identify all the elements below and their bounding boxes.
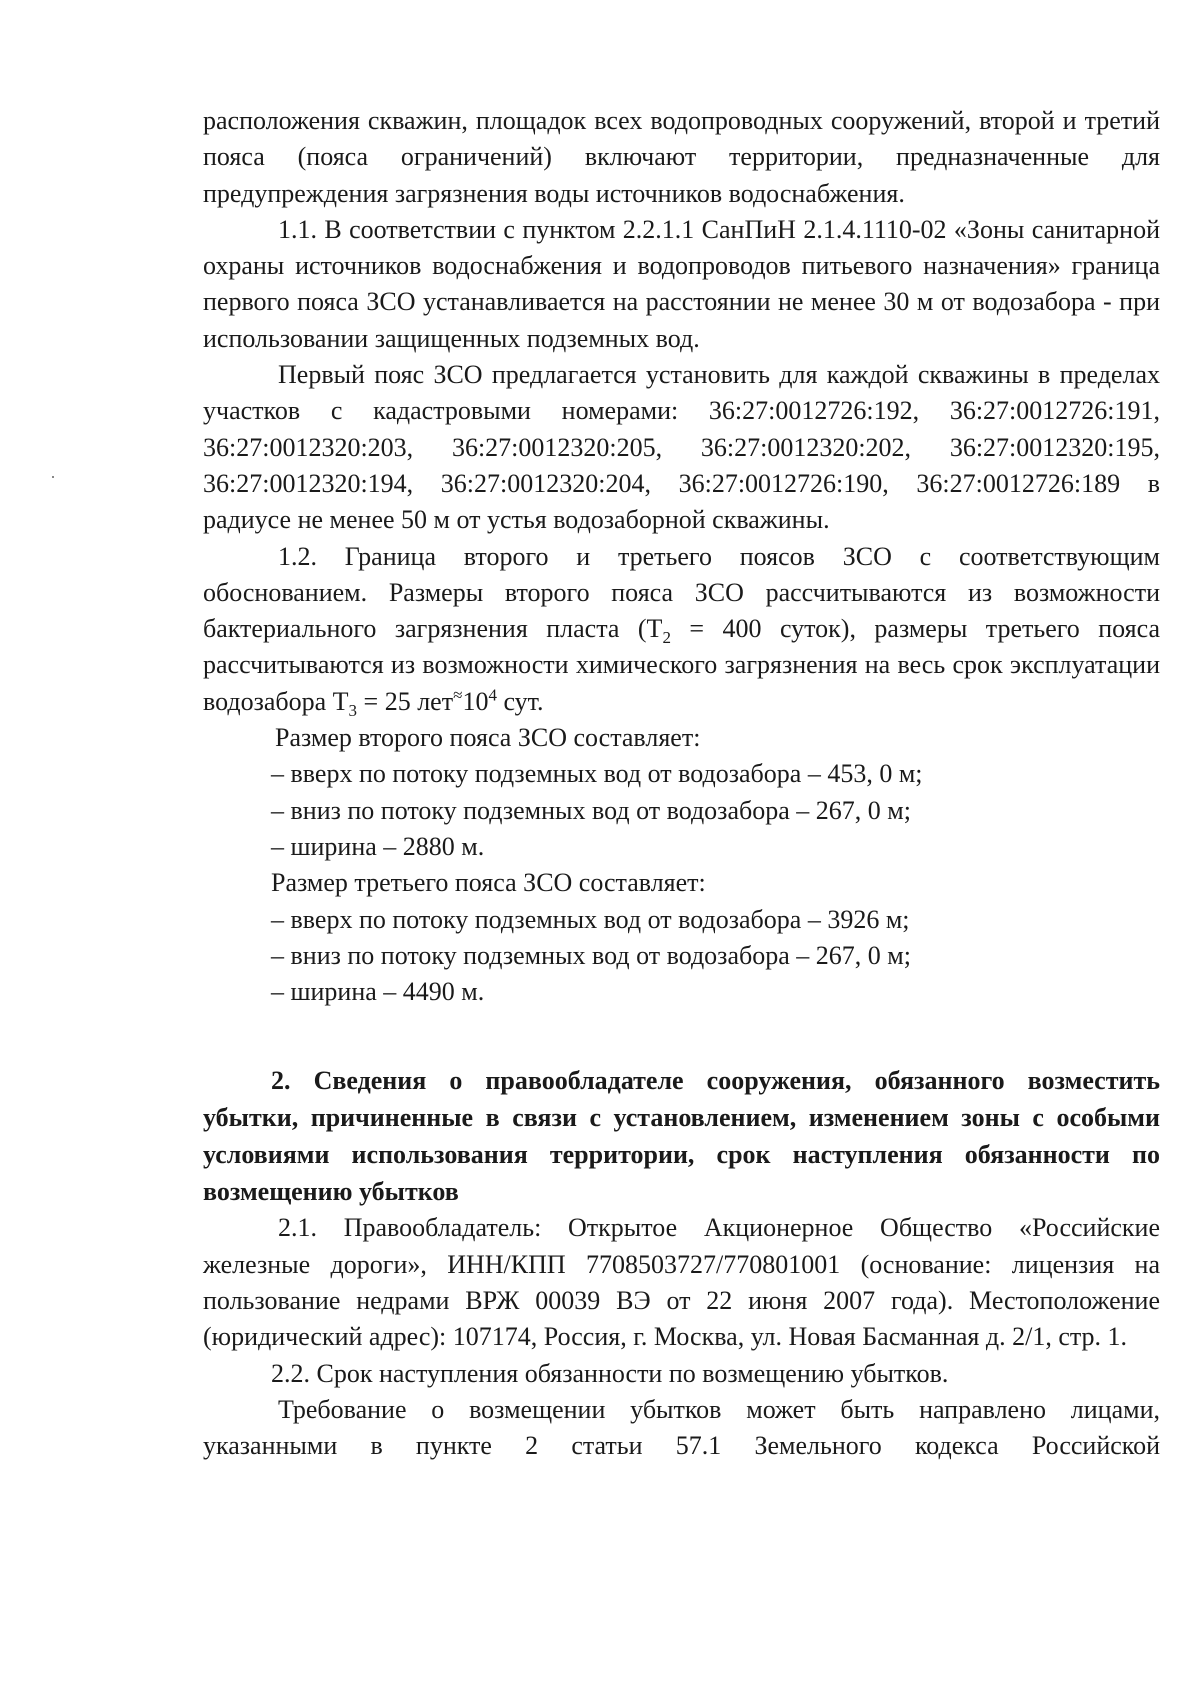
p12-text-a: 1.2. Граница второго и третьего поясов ЗСО с соответствующим обоснованием. Размеры второго пояса ЗСО рассчитываются из возможности бактериального загрязнения пласта (T [203, 541, 1160, 644]
p12-sup-4: 4 [488, 685, 497, 705]
p12-text-e: сут. [496, 686, 544, 716]
third-belt-item-width: – ширина – 4490 м. [271, 977, 485, 1007]
p12-sub-2: 2 [662, 628, 671, 648]
p12-text-b: = 400 суток), размеры третьего пояса рассчитываются из возможности химического загрязнения на весь срок эксплуатации водозабора T [203, 614, 1160, 716]
paragraph-2-1: 2.1. Правообладатель: Открытое Акционерное Общество «Российские железные дороги», ИНН/КПП 7708503727/770801001 (основание: лицензия на пользование недрами ВРЖ 00039 ВЭ от 22 июня 2007 года). Местоположение (юридический адрес): 107174, Россия, г. Москва, ул. Новая Басманная д. 2/1, стр. 1. [203, 1213, 1160, 1352]
second-belt-item-up: – вверх по потоку подземных вод от водозабора – 453, 0 м; [271, 759, 923, 789]
p12-sub-3: 3 [348, 700, 358, 720]
document-page [203, 103, 1160, 1465]
p12-text-c: = 25 лет [357, 686, 454, 716]
second-belt-item-down: – вниз по потоку подземных вод от водозабора – 267, 0 м; [271, 795, 911, 825]
second-belt-title: Размер второго пояса ЗСО составляет: [275, 723, 701, 753]
section-gap [203, 1010, 1160, 1062]
paragraph-2-2: 2.2. Срок наступления обязанности по возмещению убытков. [271, 1358, 949, 1388]
scan-speck [52, 476, 54, 478]
third-belt-item-down: – вниз по потоку подземных вод от водозабора – 267, 0 м; [271, 940, 911, 970]
third-belt-title: Размер третьего пояса ЗСО составляет: [271, 868, 706, 898]
section-2-heading: 2. Сведения о правообладателе сооружения, обязанного возместить убытки, причиненные в связи с установлением, изменением зоны с особыми условиями использования территории, срок наступления обязанности по возмещению убытков [203, 1066, 1160, 1207]
p12-approx: ≈ [453, 685, 463, 705]
paragraph-1-2 [203, 539, 1160, 720]
p12-text-d: 10 [462, 686, 489, 716]
intro-paragraph: расположения скважин, площадок всех водопроводных сооружений, второй и третий пояса (пояса ограничений) включают территории, предназначенные для предупреждения загрязнения воды источников водоснабжения. [203, 106, 1160, 208]
second-belt-item-width: – ширина – 2880 м. [271, 831, 485, 861]
paragraph-first-belt: Первый пояс ЗСО предлагается установить для каждой скважины в пределах участков с кадастровыми номерами: 36:27:0012726:192, 36:27:0012726:191, 36:27:0012320:203, 36:27:0012320:205, 36:27:0012320:202, 36:27:0012320:195, 36:27:0012320:194, 36:27:0012320:204, 36:27:0012726:190, 36:27:0012726:189 в радиусе не менее 50 м от устья водозаборной скважины. [203, 360, 1160, 535]
paragraph-claim: Требование о возмещении убытков может быть направлено лицами, указанными в пункте 2 статьи 57.1 Земельного кодекса Российской [203, 1394, 1160, 1461]
third-belt-item-up: – вверх по потоку подземных вод от водозабора – 3926 м; [271, 904, 910, 934]
paragraph-1-1: 1.1. В соответствии с пунктом 2.2.1.1 СанПиН 2.1.4.1110-02 «Зоны санитарной охраны источников водоснабжения и водопроводов питьевого назначения» граница первого пояса ЗСО устанавливается на расстоянии не менее 30 м от водозабора - при использовании защищенных подземных вод. [203, 214, 1160, 353]
